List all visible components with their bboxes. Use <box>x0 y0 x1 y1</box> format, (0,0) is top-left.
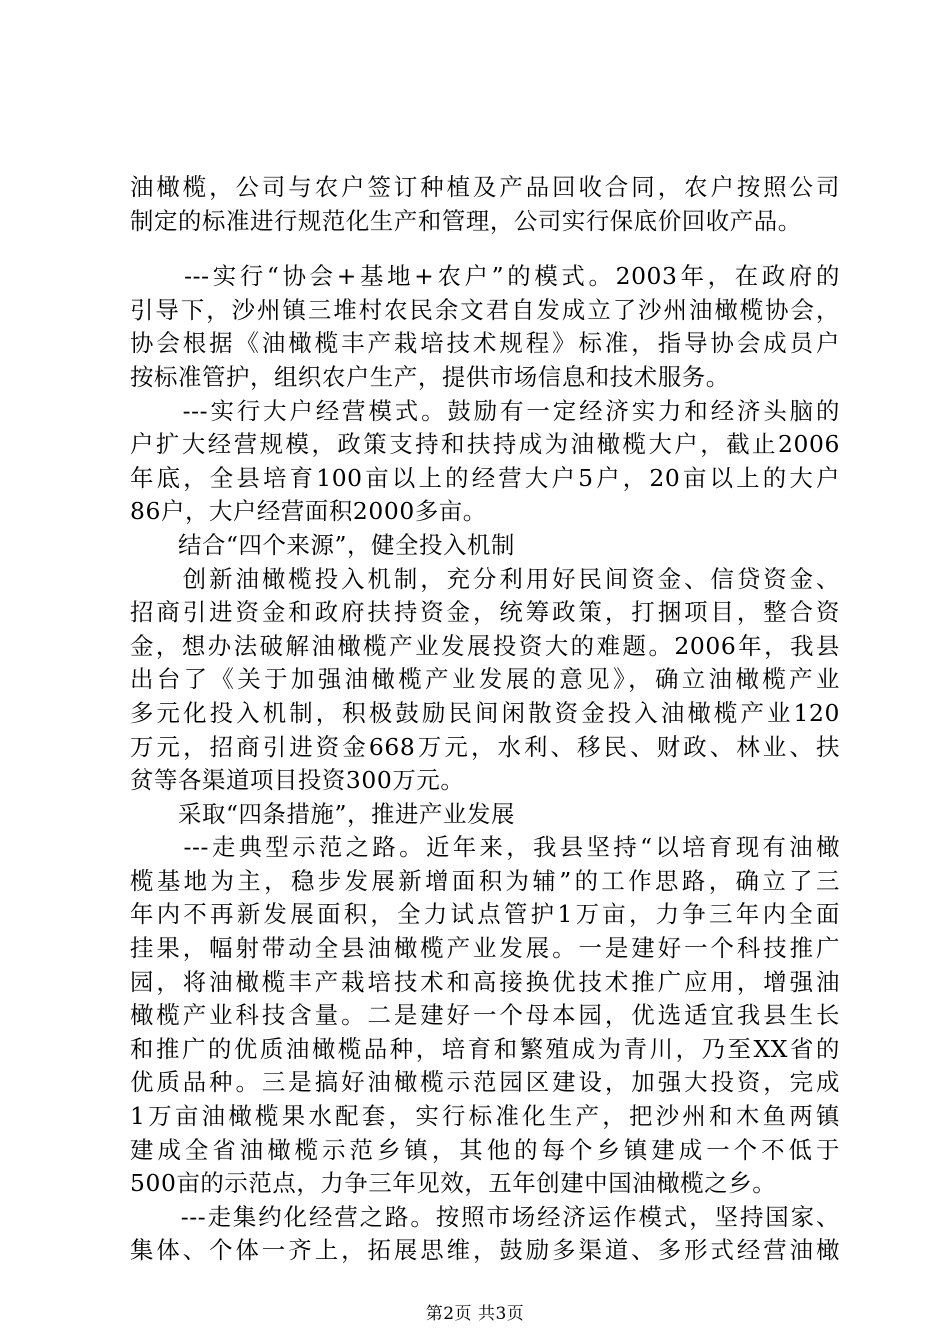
text-line: ---走典型示范之路。近年来，我县坚持“以培育现有油橄 <box>130 833 840 862</box>
text-line: ---走集约化经营之路。按照市场经济运作模式，坚持国家、 <box>130 1202 840 1231</box>
text-line: 挂果，幅射带动全县油橄榄产业发展。一是建好一个科技推广 <box>130 934 840 963</box>
text-line: 多元化投入机制，积极鼓励民间闲散资金投入油橄榄产业120 <box>130 698 840 727</box>
text-line: 建成全省油橄榄示范乡镇，其他的每个乡镇建成一个不低于 <box>130 1135 840 1164</box>
text-line: 优质品种。三是搞好油橄榄示范园区建设，加强大投资，完成 <box>130 1068 840 1097</box>
text-line: 集体、个体一齐上，拓展思维，鼓励多渠道、多形式经营油橄 <box>130 1236 840 1265</box>
text-line: 招商引进资金和政府扶持资金，统筹政策，打捆项目，整合资 <box>130 598 840 627</box>
text-line: 1万亩油橄榄果水配套，实行标准化生产，把沙州和木鱼两镇 <box>130 1102 840 1131</box>
text-line: 油橄榄，公司与农户签订种植及产品回收合同，农户按照公司 <box>130 173 840 201</box>
text-line: 出台了《关于加强油橄榄产业发展的意见》，确立油橄榄产业 <box>130 665 840 694</box>
text-line: 86户，大户经营面积2000多亩。 <box>130 497 487 526</box>
text-line: ---实行大户经营模式。鼓励有一定经济实力和经济头脑的 <box>130 396 840 425</box>
page-number-footer: 第2页 共3页 <box>425 1304 525 1324</box>
section-heading-measures <box>130 798 840 832</box>
paragraph-large-household-model <box>130 395 840 529</box>
text-line: 和推广的优质油橄榄品种，培育和繁殖成为青川，乃至XX省的 <box>130 1034 840 1063</box>
document-body <box>130 171 840 1268</box>
section-heading-investment <box>130 529 840 563</box>
section-heading: 结合“四个来源”，健全投入机制 <box>130 530 515 559</box>
text-line: 协会根据《油橄榄丰产栽培技术规程》标准，指导协会成员户 <box>130 329 840 358</box>
text-line: 户扩大经营规模，政策支持和扶持成为油橄榄大户，截止2006 <box>130 430 840 459</box>
text-line: 按标准管护，组织农户生产，提供市场信息和技术服务。 <box>130 362 730 391</box>
text-line: ---实行“协会+基地+农户”的模式。2003年，在政府的 <box>130 262 840 291</box>
text-line: 制定的标准进行规范化生产和管理，公司实行保底价回收产品。 <box>130 206 802 235</box>
text-line: 贫等各渠道项目投资300万元。 <box>130 766 465 795</box>
text-line: 园，将油橄榄丰产栽培技术和高接换优技术推广应用，增强油 <box>130 967 840 996</box>
paragraph-investment-mechanism <box>130 563 840 798</box>
text-line: 年底，全县培育100亩以上的经营大户5户，20亩以上的大户 <box>130 463 840 492</box>
text-line: 引导下，沙州镇三堆村农民余文君自发成立了沙州油橄榄协会， <box>130 295 840 324</box>
paragraph-intensive-path <box>130 1201 840 1268</box>
text-line: 年内不再新发展面积，全力试点管护1万亩，力争三年内全面 <box>130 900 840 929</box>
text-line: 金，想办法破解油橄榄产业发展投资大的难题。2006年，我县 <box>130 631 840 660</box>
section-heading: 采取“四条措施”，推进产业发展 <box>130 799 515 828</box>
text-line: 万元，招商引进资金668万元，水利、移民、财政、林业、扶 <box>130 732 840 761</box>
text-line: 榄基地为主，稳步发展新增面积为辅”的工作思路，确立了三 <box>130 866 840 895</box>
paragraph-company-contract <box>130 171 840 238</box>
paragraph-association-model <box>130 260 840 394</box>
paragraph-demonstration-path <box>130 831 840 1201</box>
text-line: 创新油橄榄投入机制，充分利用好民间资金、信贷资金、 <box>130 564 840 593</box>
text-line: 橄榄产业科技含量。二是建好一个母本园，优选适宜我县生长 <box>130 1001 840 1030</box>
text-line: 500亩的示范点，力争三年见效，五年创建中国油橄榄之乡。 <box>130 1169 777 1198</box>
